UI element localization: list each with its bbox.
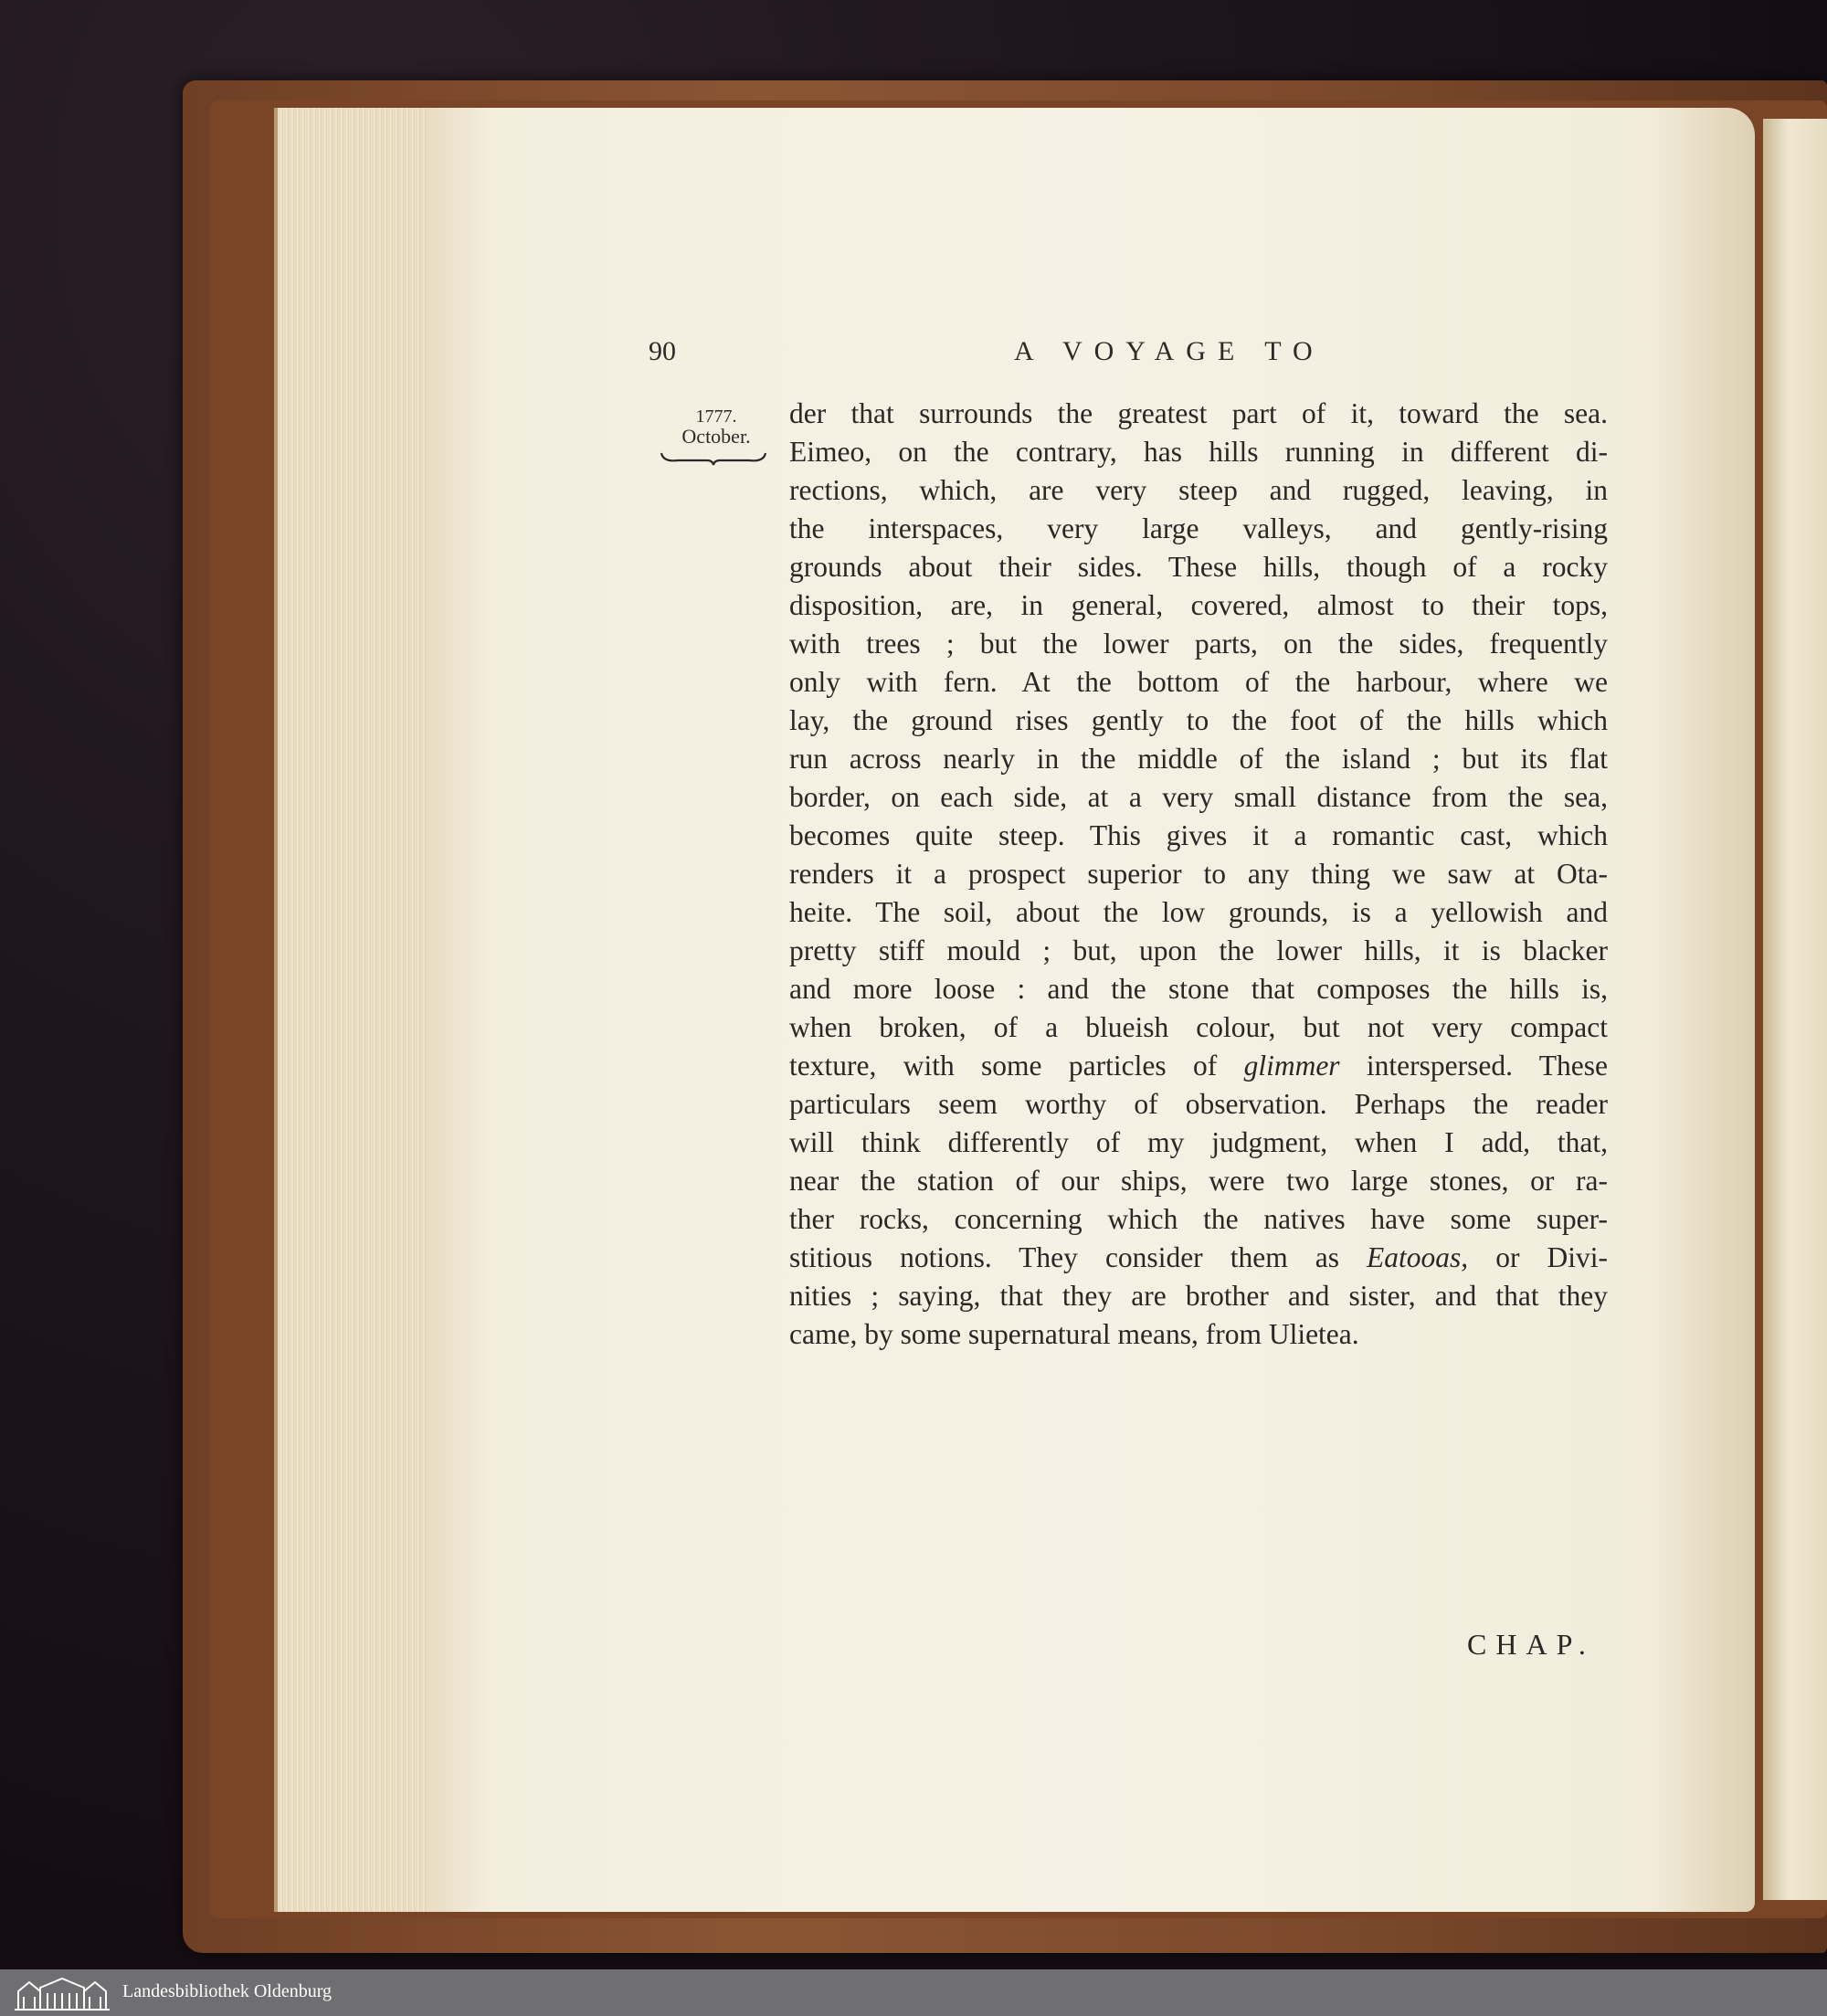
text-line: texture, with some particles of glimmer interspersed. These [789,1050,1608,1082]
text-line: ther rocks, concerning which the natives have some super- [789,1203,1608,1235]
italic-word: glimmer [1243,1050,1340,1082]
page-number: 90 [649,336,676,366]
body-text [789,395,1608,1354]
text-line: disposition, are, in general, covered, almost to their tops, [789,589,1608,621]
text-line: der that surrounds the greatest part of it, toward the sea. [789,397,1608,429]
text-line: near the station of our ships, were two large stones, or ra- [789,1165,1608,1197]
italic-word: Eatooas, [1367,1241,1469,1273]
text-line: the interspaces, very large valleys, and gently-rising [789,512,1608,544]
text-line: with trees ; but the lower parts, on the sides, frequently [789,628,1608,660]
page-header [649,336,1617,391]
margin-brace-icon [660,449,767,466]
text-line: rections, which, are very steep and rugged, leaving, in [789,474,1608,506]
text-line: becomes quite steep. This gives it a romantic cast, which [789,819,1608,851]
running-head: A VOYAGE TO [1014,336,1325,366]
margin-year: 1777. [695,406,737,427]
text-line: particulars seem worthy of observation. Perhaps the reader [789,1088,1608,1120]
text-line: grounds about their sides. These hills, though of a rocky [789,551,1608,583]
text-line: pretty stiff mould ; but, upon the lower hills, it is blacker [789,934,1608,966]
text-line: renders it a prospect superior to any thing we saw at Ota- [789,858,1608,890]
margin-note [660,407,773,448]
facing-page-edge [1763,119,1827,1900]
text-line: Eimeo, on the contrary, has hills running in different di- [789,436,1608,468]
text-line: and more loose : and the stone that composes the hills is, [789,973,1608,1005]
page-edges [274,108,431,1912]
margin-month: October. [681,425,751,448]
text-line: nities ; saying, that they are brother and sister, and that they [789,1280,1608,1312]
text-line: border, on each side, at a very small distance from the sea, [789,781,1608,813]
text-line: stitious notions. They consider them as Eatooas, or Divi- [789,1241,1608,1273]
text-line: only with fern. At the bottom of the harbour, where we [789,666,1608,698]
library-building-logo [13,1975,111,2011]
text-line: lay, the ground rises gently to the foot of the hills which [789,704,1608,736]
text-line: heite. The soil, about the low grounds, is a yellowish and [789,896,1608,928]
catchword: CHAP. [1467,1628,1595,1661]
text-line: run across nearly in the middle of the island ; but its flat [789,743,1608,775]
library-name: Landesbibliothek Oldenburg [122,1981,333,2001]
text-line: came, by some supernatural means, from Ulietea. [789,1318,1359,1350]
text-line: when broken, of a blueish colour, but not very compact [789,1011,1608,1043]
text-line: will think differently of my judgment, when I add, that, [789,1126,1608,1158]
